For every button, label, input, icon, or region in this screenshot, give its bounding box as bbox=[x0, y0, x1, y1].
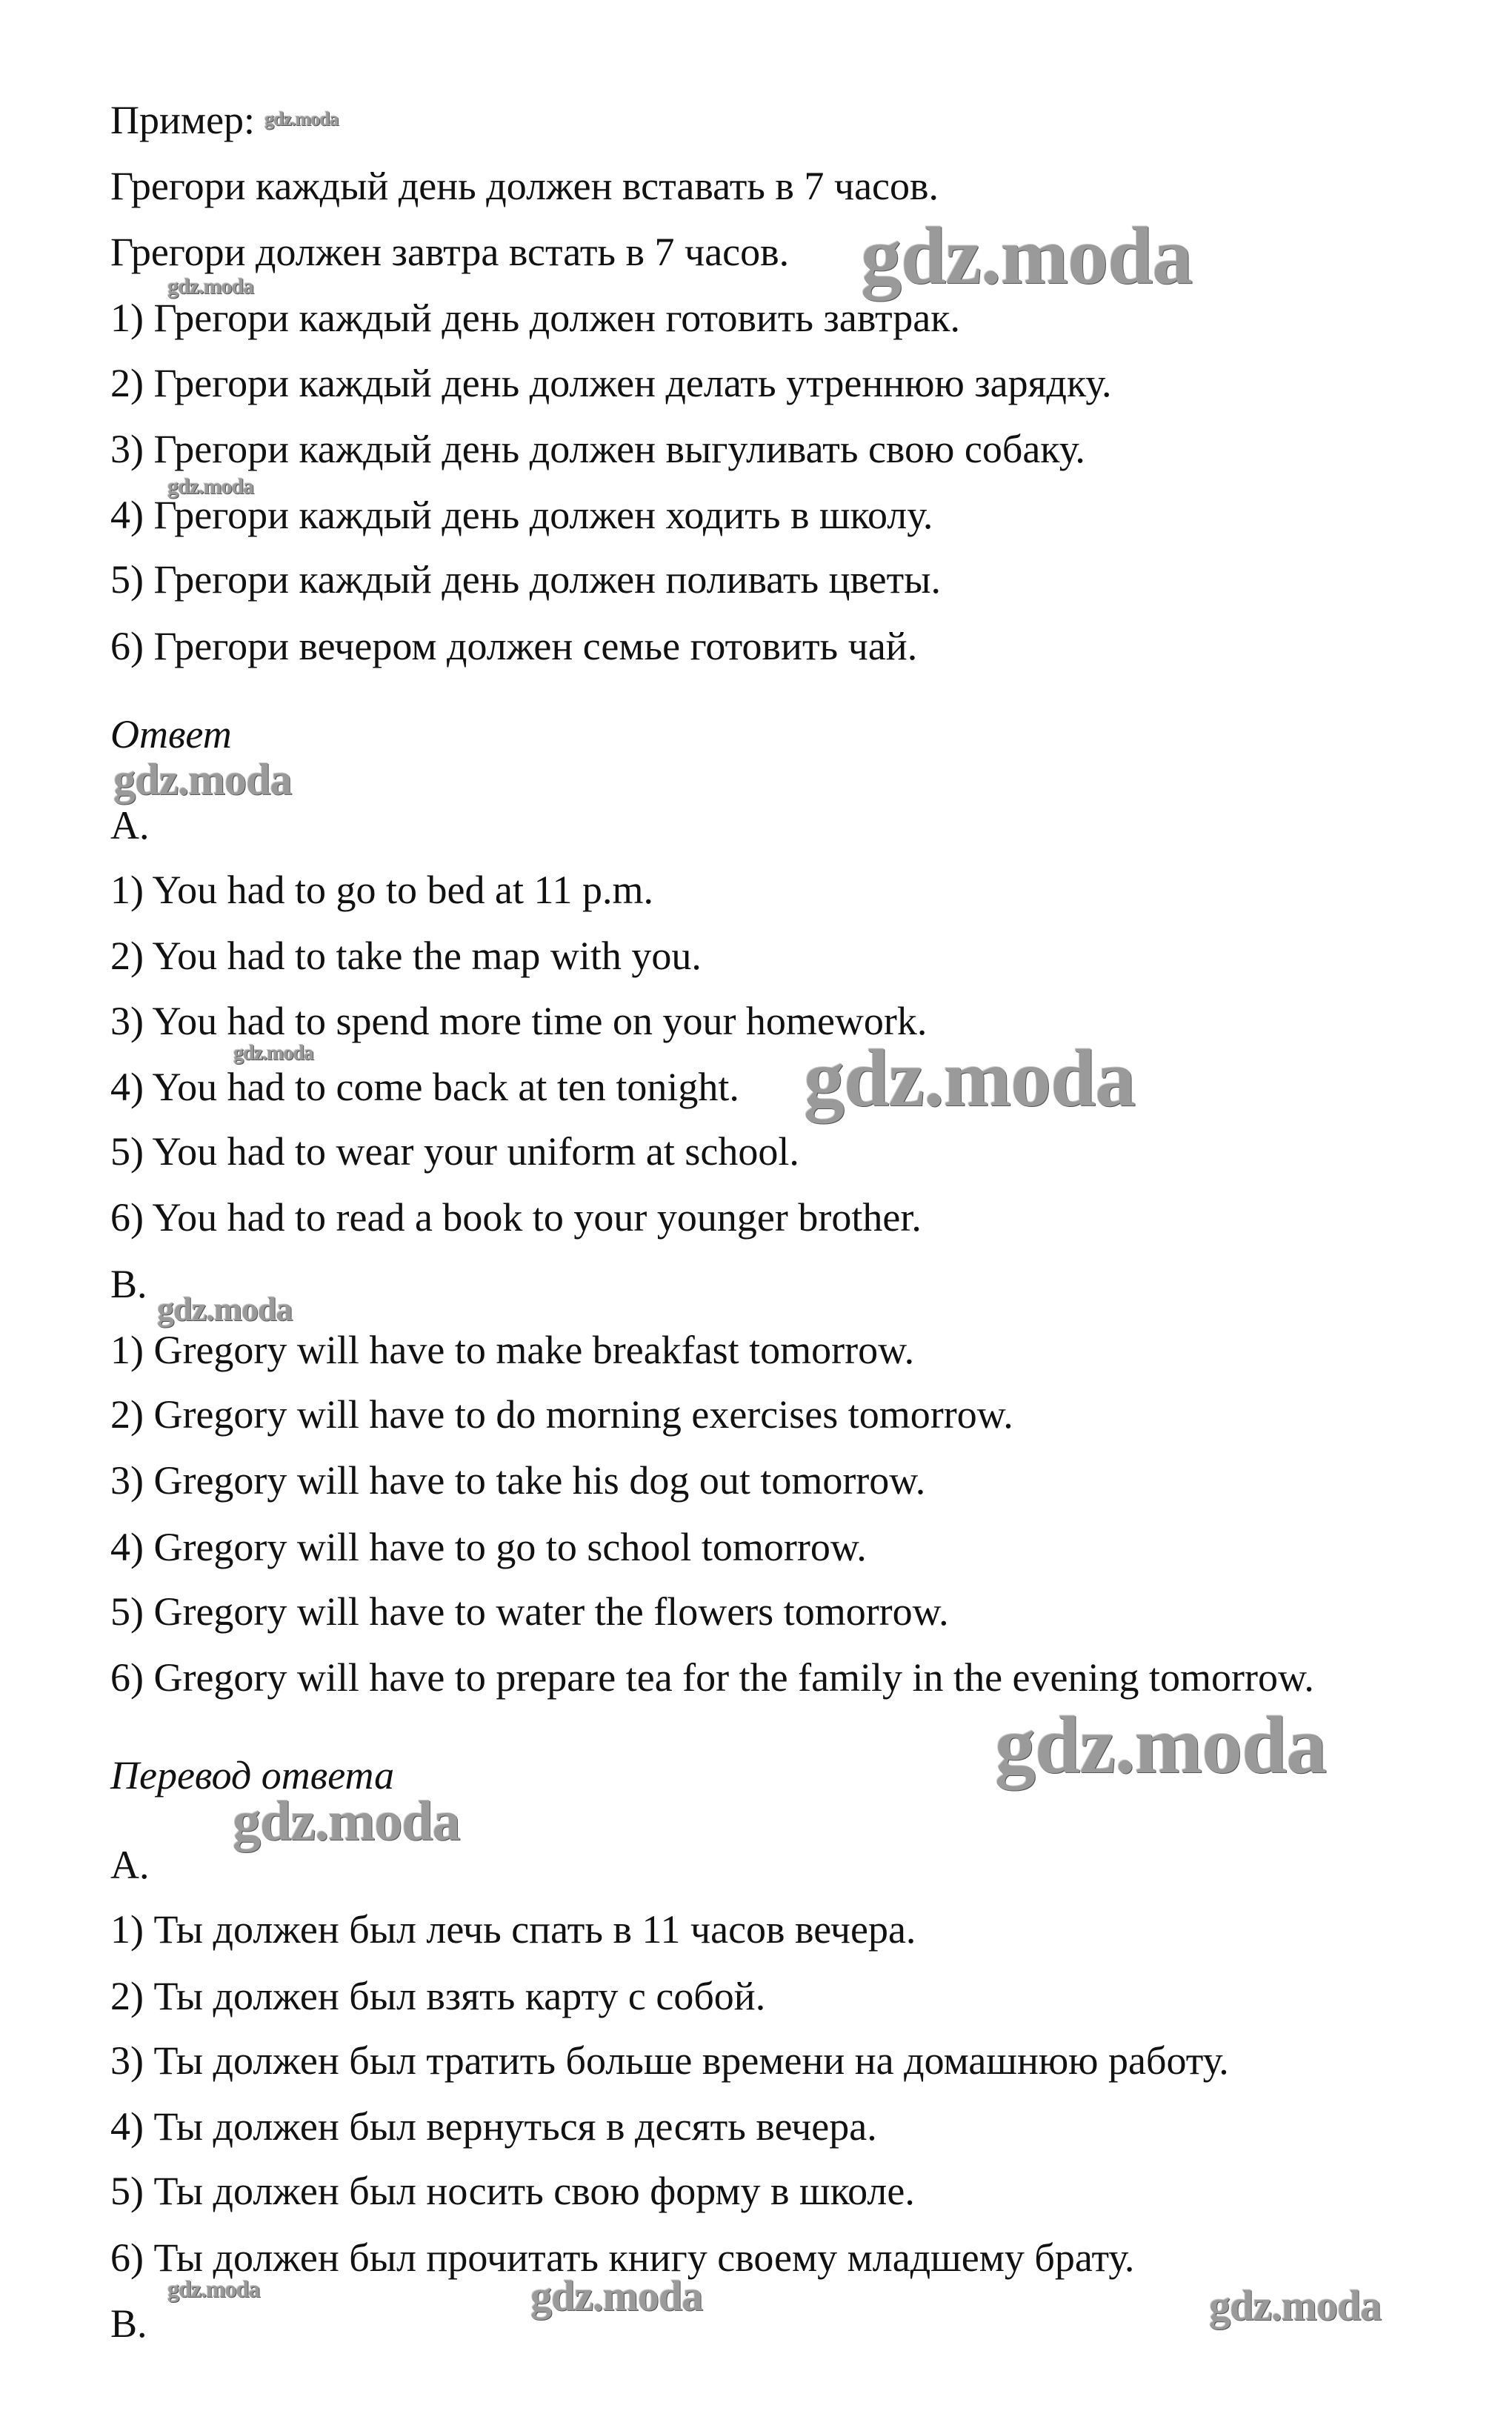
exercise-item: 6) Грегори вечером должен семье готовить чай. bbox=[110, 624, 918, 668]
answer-item: 3) You had to spend more time on your homework. bbox=[110, 999, 927, 1043]
answer-b-label: B. bbox=[110, 1262, 147, 1306]
exercise-item: 2) Грегори каждый день должен делать утреннюю зарядку. bbox=[110, 361, 1112, 405]
answer-heading: Ответ bbox=[110, 712, 232, 756]
example-label: Пример: bbox=[110, 98, 256, 142]
answer-item: 4) Gregory will have to go to school tomorrow. bbox=[110, 1525, 867, 1569]
translation-item: 2) Ты должен был взять карту с собой. bbox=[110, 1974, 766, 2018]
translation-item: 3) Ты должен был тратить больше времени на домашнюю работу. bbox=[110, 2038, 1229, 2083]
watermark: gdz.moda bbox=[167, 2275, 260, 2302]
watermark: gdz.moda bbox=[167, 474, 254, 499]
answer-item: 6) Gregory will have to prepare tea for the family in the evening tomorrow. bbox=[110, 1655, 1314, 1700]
watermark: gdz.moda bbox=[113, 755, 292, 804]
answer-item: 3) Gregory will have to take his dog out tomorrow. bbox=[110, 1458, 926, 1503]
watermark: gdz.moda bbox=[167, 274, 254, 299]
exercise-item: 1) Грегори каждый день должен готовить завтрак. bbox=[110, 296, 960, 340]
watermark: gdz.moda bbox=[530, 2272, 703, 2320]
answer-item: 1) Gregory will have to make breakfast tomorrow. bbox=[110, 1328, 915, 1372]
translation-item: 1) Ты должен был лечь спать в 11 часов вечера. bbox=[110, 1907, 916, 1952]
answer-item: 2) Gregory will have to do morning exercises tomorrow. bbox=[110, 1392, 1013, 1437]
watermark: gdz.moda bbox=[157, 1290, 293, 1328]
answer-item: 1) You had to go to bed at 11 p.m. bbox=[110, 868, 653, 912]
translation-item: 4) Ты должен был вернуться в десять вечера. bbox=[110, 2104, 877, 2149]
watermark: gdz.moda bbox=[995, 1700, 1327, 1790]
translation-b-label: B. bbox=[110, 2301, 147, 2346]
translation-item: 5) Ты должен был носить свою форму в школе. bbox=[110, 2169, 915, 2213]
watermark: gdz.moda bbox=[804, 1033, 1136, 1123]
translation-a-label: A. bbox=[110, 1843, 150, 1887]
exercise-item: 4) Грегори каждый день должен ходить в школу. bbox=[110, 493, 933, 537]
watermark: gdz.moda bbox=[233, 1790, 460, 1852]
watermark: gdz.moda bbox=[861, 210, 1193, 301]
exercise-item: 5) Грегори каждый день должен поливать цветы. bbox=[110, 557, 942, 602]
example-line: Грегори должен завтра встать в 7 часов. bbox=[110, 230, 790, 274]
answer-item: 5) You had to wear your uniform at school. bbox=[110, 1129, 799, 1174]
example-line: Грегори каждый день должен вставать в 7 часов. bbox=[110, 164, 939, 208]
translation-item: 6) Ты должен был прочитать книгу своему младшему брату. bbox=[110, 2235, 1135, 2280]
answer-item: 6) You had to read a book to your younger brother. bbox=[110, 1195, 922, 1240]
answer-item: 2) You had to take the map with you. bbox=[110, 934, 702, 978]
translation-heading: Перевод ответа bbox=[110, 1753, 395, 1798]
exercise-item: 3) Грегори каждый день должен выгуливать свою собаку. bbox=[110, 427, 1085, 471]
answer-item: 5) Gregory will have to water the flowers tomorrow. bbox=[110, 1589, 949, 1634]
watermark: gdz.moda bbox=[233, 1042, 313, 1065]
answer-a-label: A. bbox=[110, 803, 150, 848]
watermark: gdz.moda bbox=[1209, 2281, 1382, 2329]
watermark: gdz.moda bbox=[264, 108, 339, 130]
answer-item: 4) You had to come back at ten tonight. bbox=[110, 1065, 739, 1109]
